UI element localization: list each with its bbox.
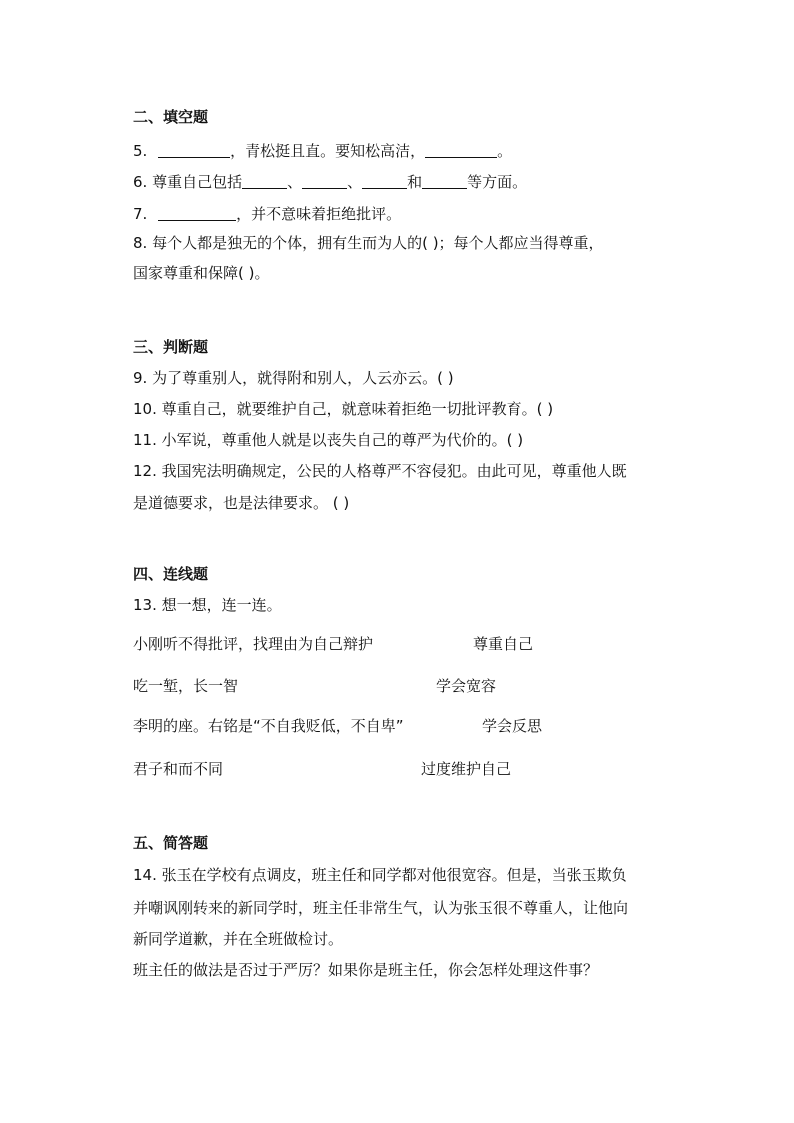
section-heading-match: 四、连线题 — [133, 565, 209, 583]
answer-blank[interactable] — [302, 173, 347, 189]
question-5-end: 。 — [497, 142, 513, 160]
question-14-line-2: 并嘲讽刚转来的新同学时，班主任非常生气，认为张玉很不尊重人，让他向 — [133, 899, 629, 917]
question-14-line-3: 新同学道歉，并在全班做检讨。 — [133, 930, 344, 948]
question-5-number: 5. — [133, 142, 148, 160]
question-7-text: ，并不意味着拒绝批评。 — [236, 205, 402, 223]
match-left-item[interactable]: 李明的座。右铭是“不自我贬低，不自卑” — [133, 717, 404, 735]
match-right-item[interactable]: 过度维护自己 — [421, 760, 512, 778]
answer-blank[interactable] — [422, 173, 467, 189]
question-8-line-1: 8. 每个人都是独无的个体，拥有生而为人的( )；每个人都应当得尊重， — [133, 234, 604, 252]
answer-blank[interactable] — [158, 205, 236, 221]
question-5 — [133, 142, 512, 159]
section-heading-fill: 二、填空题 — [133, 108, 209, 126]
question-14-line-1: 14. 张玉在学校有点调皮，班主任和同学都对他很宽容。但是，当张玉欺负 — [133, 866, 627, 884]
match-left-item[interactable]: 君子和而不同 — [133, 760, 224, 778]
answer-blank[interactable] — [242, 173, 287, 189]
section-heading-judge: 三、判断题 — [133, 338, 209, 356]
question-6-and: 和 — [407, 173, 423, 191]
section-heading-short: 五、简答题 — [133, 834, 209, 852]
match-right-item[interactable]: 学会宽容 — [436, 677, 497, 695]
question-5-text: ，青松挺且直。要知松高洁， — [230, 142, 426, 160]
match-right-item[interactable]: 尊重自己 — [473, 635, 534, 653]
question-9: 9. 为了尊重别人，就得附和别人，人云亦云。( ) — [133, 369, 454, 387]
question-6 — [133, 173, 527, 190]
match-left-item[interactable]: 小刚听不得批评，找理由为自己辩护 — [133, 635, 374, 653]
question-8-line-2: 国家尊重和保障( )。 — [133, 264, 270, 282]
answer-blank[interactable] — [158, 142, 230, 158]
question-12-line-2: 是道德要求，也是法律要求。 ( ) — [133, 494, 350, 512]
question-10: 10. 尊重自己，就要维护自己，就意味着拒绝一切批评教育。( ) — [133, 400, 554, 418]
question-7 — [133, 205, 401, 222]
match-left-item[interactable]: 吃一堑，长一智 — [133, 677, 239, 695]
question-6-prefix: 6. 尊重自己包括 — [133, 173, 243, 191]
question-7-number: 7. — [133, 205, 148, 223]
answer-blank[interactable] — [362, 173, 407, 189]
question-14-line-4: 班主任的做法是否过于严厉？如果你是班主任，你会怎样处理这件事？ — [133, 961, 599, 979]
match-right-item[interactable]: 学会反思 — [482, 717, 543, 735]
question-12-line-1: 12. 我国宪法明确规定，公民的人格尊严不容侵犯。由此可见，尊重他人既 — [133, 462, 627, 480]
question-11: 11. 小军说，尊重他人就是以丧失自己的尊严为代价的。( ) — [133, 431, 524, 449]
question-13: 13. 想一想，连一连。 — [133, 596, 282, 614]
question-6-end: 等方面。 — [467, 173, 528, 191]
question-6-sep: 、 — [347, 173, 363, 191]
answer-blank[interactable] — [425, 142, 497, 158]
question-6-sep: 、 — [287, 173, 303, 191]
